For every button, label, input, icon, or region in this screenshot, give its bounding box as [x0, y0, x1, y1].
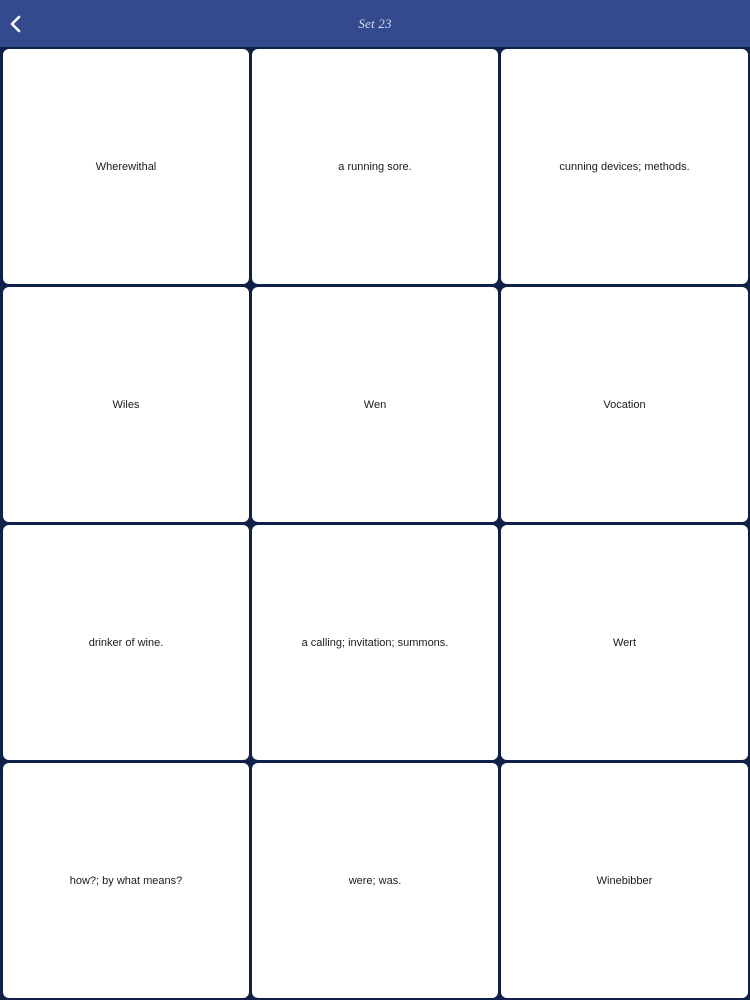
- card-text: a running sore.: [338, 160, 412, 173]
- card-how-by-what-means[interactable]: [3, 763, 249, 998]
- card-text: cunning devices; methods.: [559, 160, 690, 173]
- card-text: a calling; invitation; summons.: [301, 636, 449, 649]
- card-wherewithal[interactable]: [3, 49, 249, 284]
- card-text: Wherewithal: [95, 160, 157, 173]
- nav-bar: [0, 0, 750, 47]
- card-wert[interactable]: [501, 525, 748, 760]
- card-winebibber[interactable]: [501, 763, 748, 998]
- card-text: Wert: [612, 636, 637, 649]
- card-text: Winebibber: [596, 874, 653, 887]
- card-wen[interactable]: [252, 287, 498, 522]
- card-cunning-devices[interactable]: [501, 49, 748, 284]
- card-text: how?; by what means?: [69, 874, 183, 887]
- chevron-left-icon: [8, 15, 22, 33]
- card-a-calling[interactable]: [252, 525, 498, 760]
- card-text: drinker of wine.: [88, 636, 164, 649]
- page-title: Set 23: [358, 15, 392, 31]
- card-a-running-sore[interactable]: [252, 49, 498, 284]
- card-wiles[interactable]: [3, 287, 249, 522]
- card-text: Wen: [363, 398, 387, 411]
- back-button[interactable]: [2, 11, 28, 37]
- card-text: were; was.: [348, 874, 402, 887]
- card-vocation[interactable]: [501, 287, 748, 522]
- card-grid: [3, 49, 748, 997]
- card-were-was[interactable]: [252, 763, 498, 998]
- card-text: Vocation: [603, 398, 646, 411]
- card-text: Wiles: [112, 398, 140, 411]
- card-drinker-of-wine[interactable]: [3, 525, 249, 760]
